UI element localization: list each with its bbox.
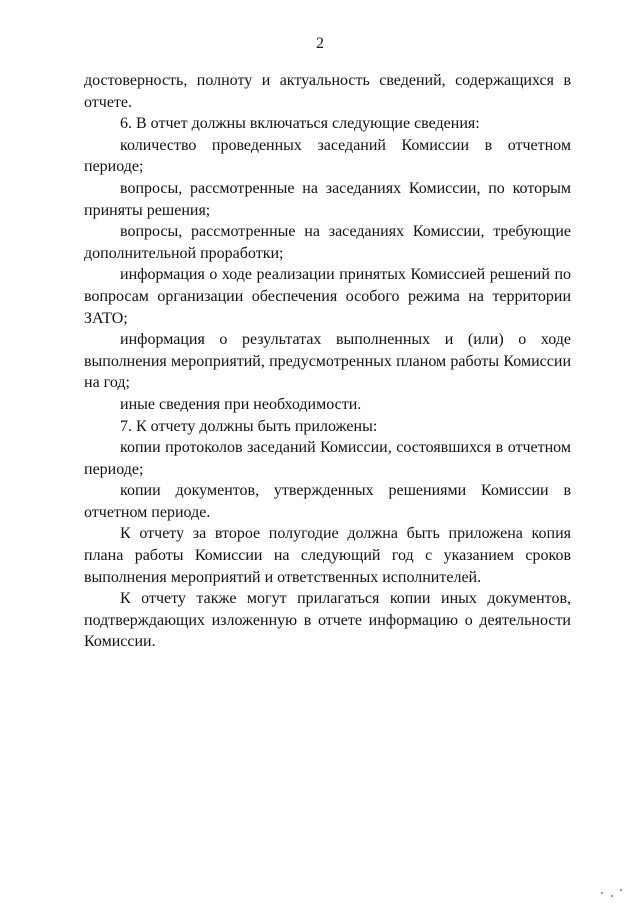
page-number: 2 — [316, 35, 324, 52]
paragraph-second-half-plan: К отчету за второе полугодие должна быть приложена копия плана работы Комиссии на следующий год с указанием сроков выполнения мероприятий и ответственных исполнителей. — [84, 525, 571, 586]
list-item-other-info: иные сведения при необходимости. — [120, 395, 362, 413]
scan-artifact — [601, 892, 603, 894]
list-item-document-copies: копии документов, утвержденных решениями Комиссии в отчетном периоде. — [84, 482, 571, 521]
list-item-pending-questions: вопросы, рассмотренные на заседаниях Комиссии, требующие дополнительной проработки; — [84, 223, 571, 262]
list-item-plan-results: информация о результатах выполненных и (или) о ходе выполнения мероприятий, предусмотренных планом работы Комиссии на год; — [84, 331, 571, 392]
document-body — [84, 70, 571, 653]
paragraph-section-6: 6. В отчет должны включаться следующие сведения: — [120, 115, 480, 133]
scan-artifact — [620, 889, 622, 891]
scan-artifact — [611, 895, 613, 897]
list-item-decisions-progress: информация о ходе реализации принятых Комиссией решений по вопросам организации обеспечения особого режима на территории ЗАТО; — [84, 266, 571, 327]
list-item-protocol-copies: копии протоколов заседаний Комиссии, состоявшихся в отчетном периоде; — [84, 439, 571, 478]
paragraph-section-7: 7. К отчету должны быть приложены: — [120, 417, 378, 435]
list-item-decided-questions: вопросы, рассмотренные на заседаниях Комиссии, по которым приняты решения; — [84, 179, 571, 219]
list-item-meetings-count: количество проведенных заседаний Комиссии в отчетном периоде; — [84, 136, 571, 176]
paragraph-additional-copies: К отчету также могут прилагаться копии иных документов, подтверждающих изложенную в отчете информацию о деятельности Комиссии. — [84, 590, 571, 651]
paragraph-continuation: достоверность, полноту и актуальность сведений, содержащихся в отчете. — [84, 72, 571, 111]
